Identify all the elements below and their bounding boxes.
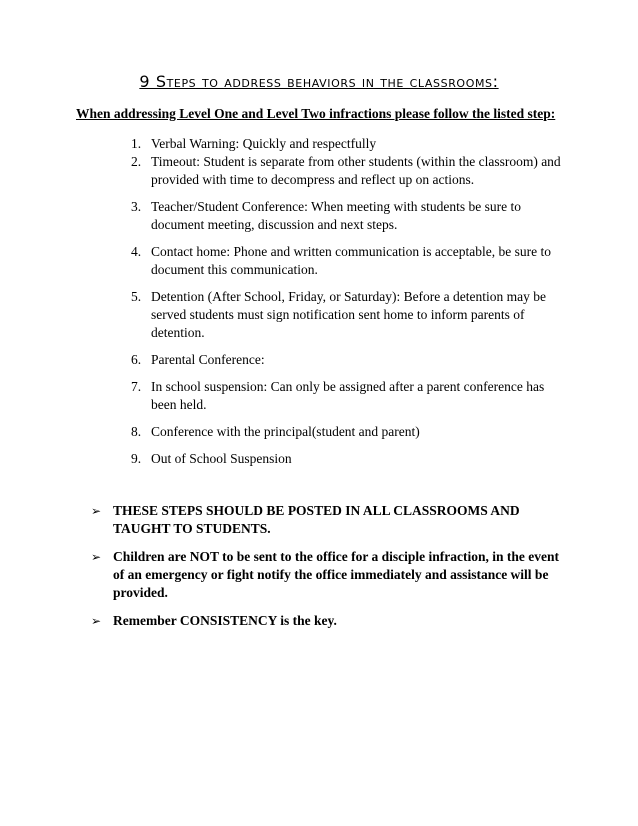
steps-list bbox=[131, 135, 561, 468]
step-number: 8. bbox=[131, 424, 142, 439]
note-text: Children are NOT to be sent to the office for a disciple infraction, in the event of an emergency or fight notify the office immediately and assistance will be provided. bbox=[113, 549, 559, 600]
arrow-bullet-icon: ➢ bbox=[91, 550, 102, 564]
arrow-bullet-icon: ➢ bbox=[91, 614, 102, 628]
step-number: 2. bbox=[131, 154, 142, 169]
note-item-posting bbox=[91, 502, 571, 538]
page-title: 9 Steps to address behaviors in the classrooms: bbox=[139, 72, 499, 91]
step-item-9 bbox=[131, 450, 561, 468]
step-item-8 bbox=[131, 423, 561, 441]
step-number: 4. bbox=[131, 244, 142, 259]
step-text: In school suspension: Can only be assigned after a parent conference has been held. bbox=[151, 379, 545, 412]
note-item-consistency bbox=[91, 612, 571, 630]
notes-list bbox=[91, 502, 571, 640]
step-text: Timeout: Student is separate from other students (within the classroom) and provided with time to decompress and reflect up on actions. bbox=[151, 154, 561, 187]
note-text: Remember CONSISTENCY is the key. bbox=[113, 613, 337, 628]
note-item-office bbox=[91, 548, 571, 602]
step-text: Contact home: Phone and written communication is acceptable, be sure to document this communication. bbox=[151, 244, 552, 277]
step-item-2 bbox=[131, 153, 561, 189]
step-number: 3. bbox=[131, 199, 142, 214]
step-text: Teacher/Student Conference: When meeting with students be sure to document meeting, discussion and next steps. bbox=[151, 199, 521, 232]
step-number: 9. bbox=[131, 451, 142, 466]
step-number: 1. bbox=[131, 136, 142, 151]
instruction-heading: When addressing Level One and Level Two infractions please follow the listed step: bbox=[76, 106, 556, 121]
note-text: THESE STEPS SHOULD BE POSTED IN ALL CLASSROOMS AND TAUGHT TO STUDENTS. bbox=[113, 503, 520, 536]
step-number: 6. bbox=[131, 352, 142, 367]
step-text: Verbal Warning: Quickly and respectfully bbox=[151, 136, 377, 151]
step-item-7 bbox=[131, 378, 561, 414]
step-item-3 bbox=[131, 198, 561, 234]
step-item-5 bbox=[131, 288, 561, 342]
step-item-4 bbox=[131, 243, 561, 279]
step-item-1 bbox=[131, 135, 561, 153]
step-number: 5. bbox=[131, 289, 142, 304]
step-text: Parental Conference: bbox=[151, 352, 265, 367]
step-text: Conference with the principal(student and parent) bbox=[151, 424, 420, 439]
step-text: Out of School Suspension bbox=[151, 451, 292, 466]
step-item-6 bbox=[131, 351, 561, 369]
step-text: Detention (After School, Friday, or Saturday): Before a detention may be served students must sign notification sent home to inform parents of detention. bbox=[151, 289, 547, 340]
arrow-bullet-icon: ➢ bbox=[91, 504, 102, 518]
step-number: 7. bbox=[131, 379, 142, 394]
